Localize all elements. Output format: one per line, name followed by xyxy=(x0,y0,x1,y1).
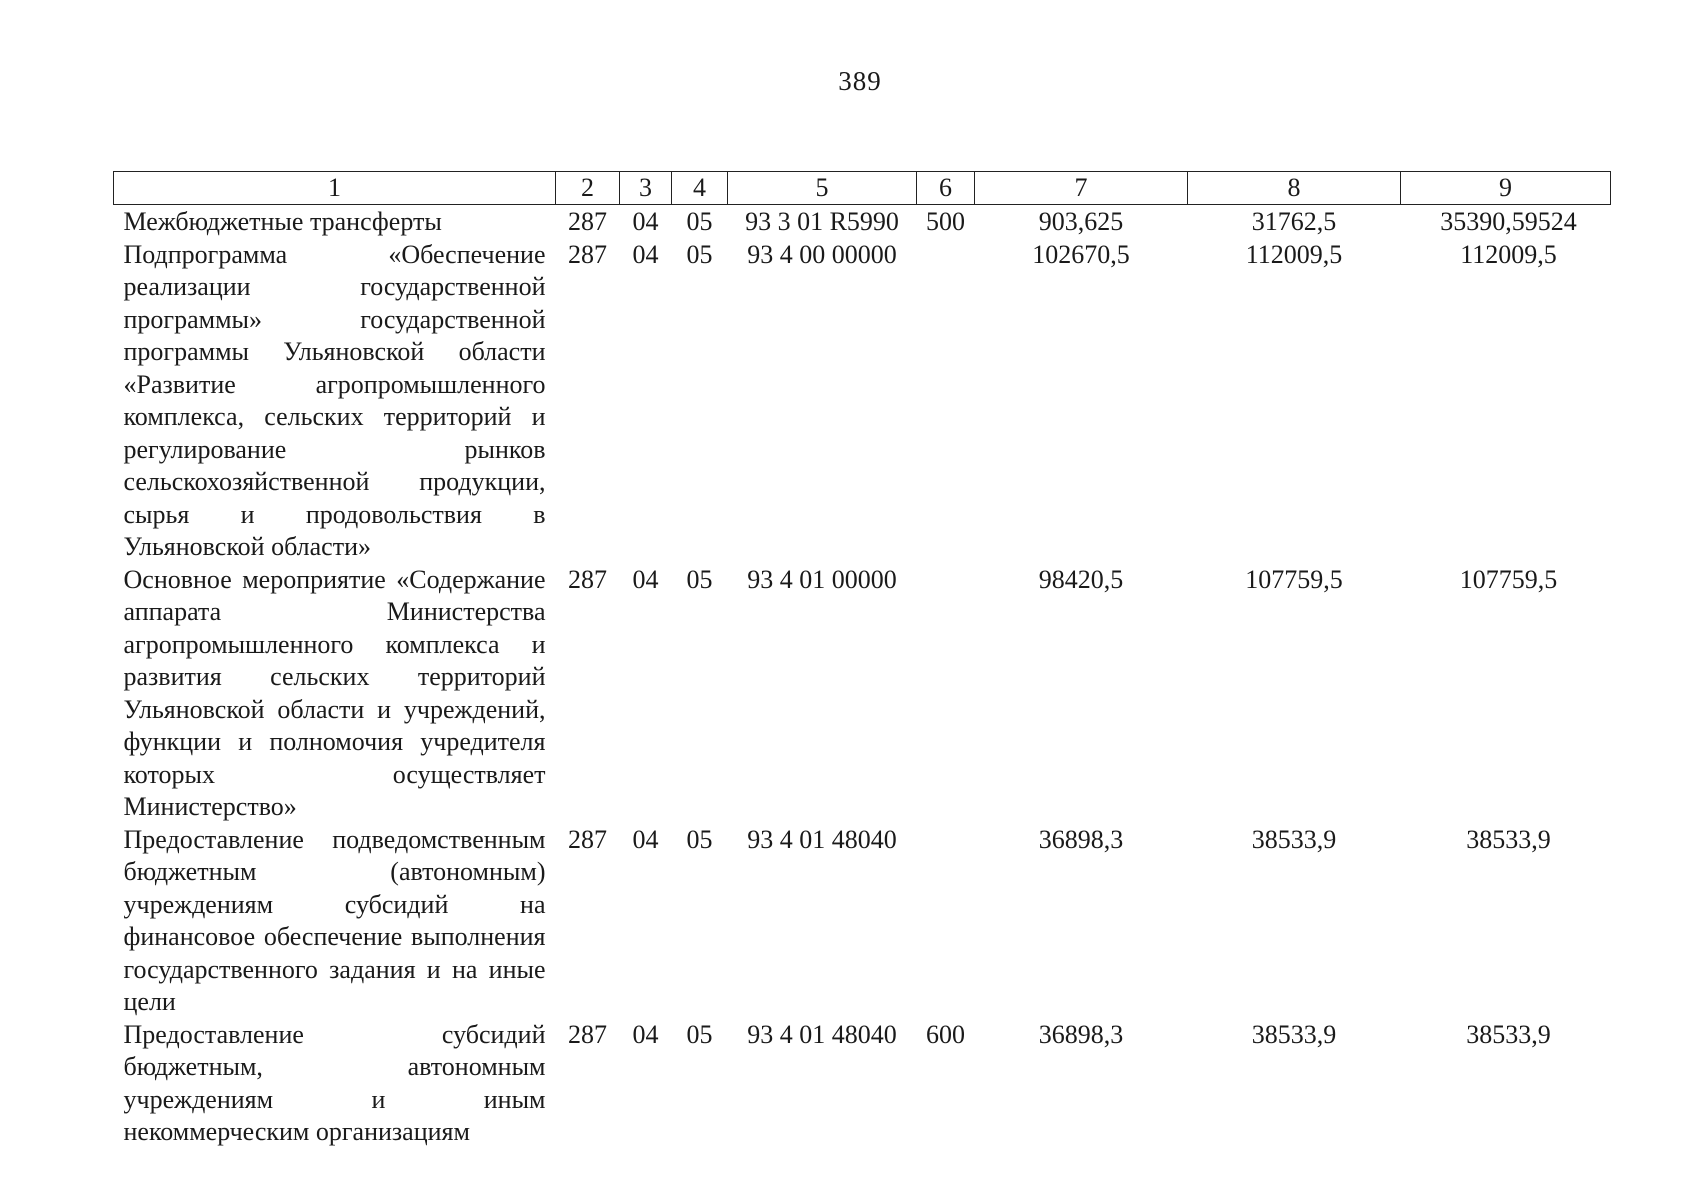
cell-ministry: 287 xyxy=(568,207,607,236)
cell-expense-type xyxy=(917,824,975,1019)
cell-target-code: 93 3 01 R5990 xyxy=(745,207,899,236)
row-description: Подпрограмма «Обеспечение реализации государственной программы» государственной программы Ульяновской области «Развитие агропромышленного комплекса, сельских территорий и регулирование рынков сельскохозяйственной продукции, сырья и продовольствия в Ульяновской области» xyxy=(123,239,546,561)
cell-target-code: 93 4 01 48040 xyxy=(747,824,897,854)
cell-ministry: 287 xyxy=(568,564,607,594)
page-number: 389 xyxy=(838,66,882,96)
cell-amount-7: 903,625 xyxy=(1038,207,1124,236)
cell-subsection: 05 xyxy=(686,564,713,594)
cell-target-code: 93 4 00 00000 xyxy=(747,239,897,269)
column-header: 6 xyxy=(917,172,975,205)
cell-ministry: 287 xyxy=(568,1019,607,1049)
cell-amount-7: 36898,3 xyxy=(1038,824,1124,854)
column-header: 4 xyxy=(672,172,728,205)
cell-amount-8: 31762,5 xyxy=(1251,207,1337,236)
cell-amount-8: 112009,5 xyxy=(1245,239,1343,269)
budget-table xyxy=(113,171,1611,1149)
column-header: 9 xyxy=(1401,172,1611,205)
row-description: Предоставление подведомственным бюджетным (автономным) учреждениям субсидий на финансовое обеспечение выполнения государственного задания и на иные цели xyxy=(123,824,546,1016)
cell-amount-8: 107759,5 xyxy=(1245,564,1343,594)
table-row xyxy=(114,205,1611,239)
cell-expense-type: 600 xyxy=(926,1019,965,1049)
column-header: 5 xyxy=(728,172,917,205)
cell-amount-8: 38533,9 xyxy=(1251,1019,1337,1049)
table-row xyxy=(114,239,1611,564)
cell-amount-9: 112009,5 xyxy=(1460,239,1557,269)
cell-section: 04 xyxy=(632,239,659,269)
cell-target-code: 93 4 01 00000 xyxy=(747,564,897,594)
cell-section: 04 xyxy=(632,207,659,236)
table-row xyxy=(114,824,1611,1019)
column-header: 7 xyxy=(975,172,1188,205)
cell-amount-7: 36898,3 xyxy=(1038,1019,1124,1049)
cell-amount-8: 38533,9 xyxy=(1251,824,1337,854)
row-description: Межбюджетные трансферты xyxy=(123,207,442,236)
cell-subsection: 05 xyxy=(686,207,713,236)
table-row xyxy=(114,564,1611,824)
cell-section: 04 xyxy=(632,564,659,594)
cell-section: 04 xyxy=(632,824,659,854)
column-header: 8 xyxy=(1188,172,1401,205)
cell-amount-9: 35390,59524 xyxy=(1440,207,1577,236)
cell-expense-type xyxy=(917,564,975,824)
cell-subsection: 05 xyxy=(686,824,713,854)
cell-amount-9: 107759,5 xyxy=(1459,564,1558,594)
cell-expense-type: 500 xyxy=(926,207,965,236)
column-header: 3 xyxy=(620,172,672,205)
cell-amount-9: 38533,9 xyxy=(1466,824,1551,854)
cell-ministry: 287 xyxy=(568,239,607,269)
cell-amount-9: 38533,9 xyxy=(1466,1019,1551,1049)
cell-target-code: 93 4 01 48040 xyxy=(747,1019,897,1049)
header-row xyxy=(114,172,1611,205)
cell-subsection: 05 xyxy=(686,1019,713,1049)
table-row xyxy=(114,1019,1611,1149)
cell-ministry: 287 xyxy=(568,824,607,854)
cell-amount-7: 98420,5 xyxy=(1038,564,1124,594)
cell-amount-7: 102670,5 xyxy=(1032,239,1130,269)
column-header: 2 xyxy=(556,172,620,205)
column-header: 1 xyxy=(114,172,556,205)
cell-section: 04 xyxy=(632,1019,659,1049)
row-description: Предоставление субсидий бюджетным, автономным учреждениям и иным некоммерческим организациям xyxy=(123,1019,546,1146)
cell-expense-type xyxy=(917,239,975,564)
row-description: Основное мероприятие «Содержание аппарата Министерства агропромышленного комплекса и развития сельских территорий Ульяновской области и учреждений, функции и полномочия учредителя которых осуществляет Министерство» xyxy=(123,564,546,821)
cell-subsection: 05 xyxy=(686,239,713,269)
